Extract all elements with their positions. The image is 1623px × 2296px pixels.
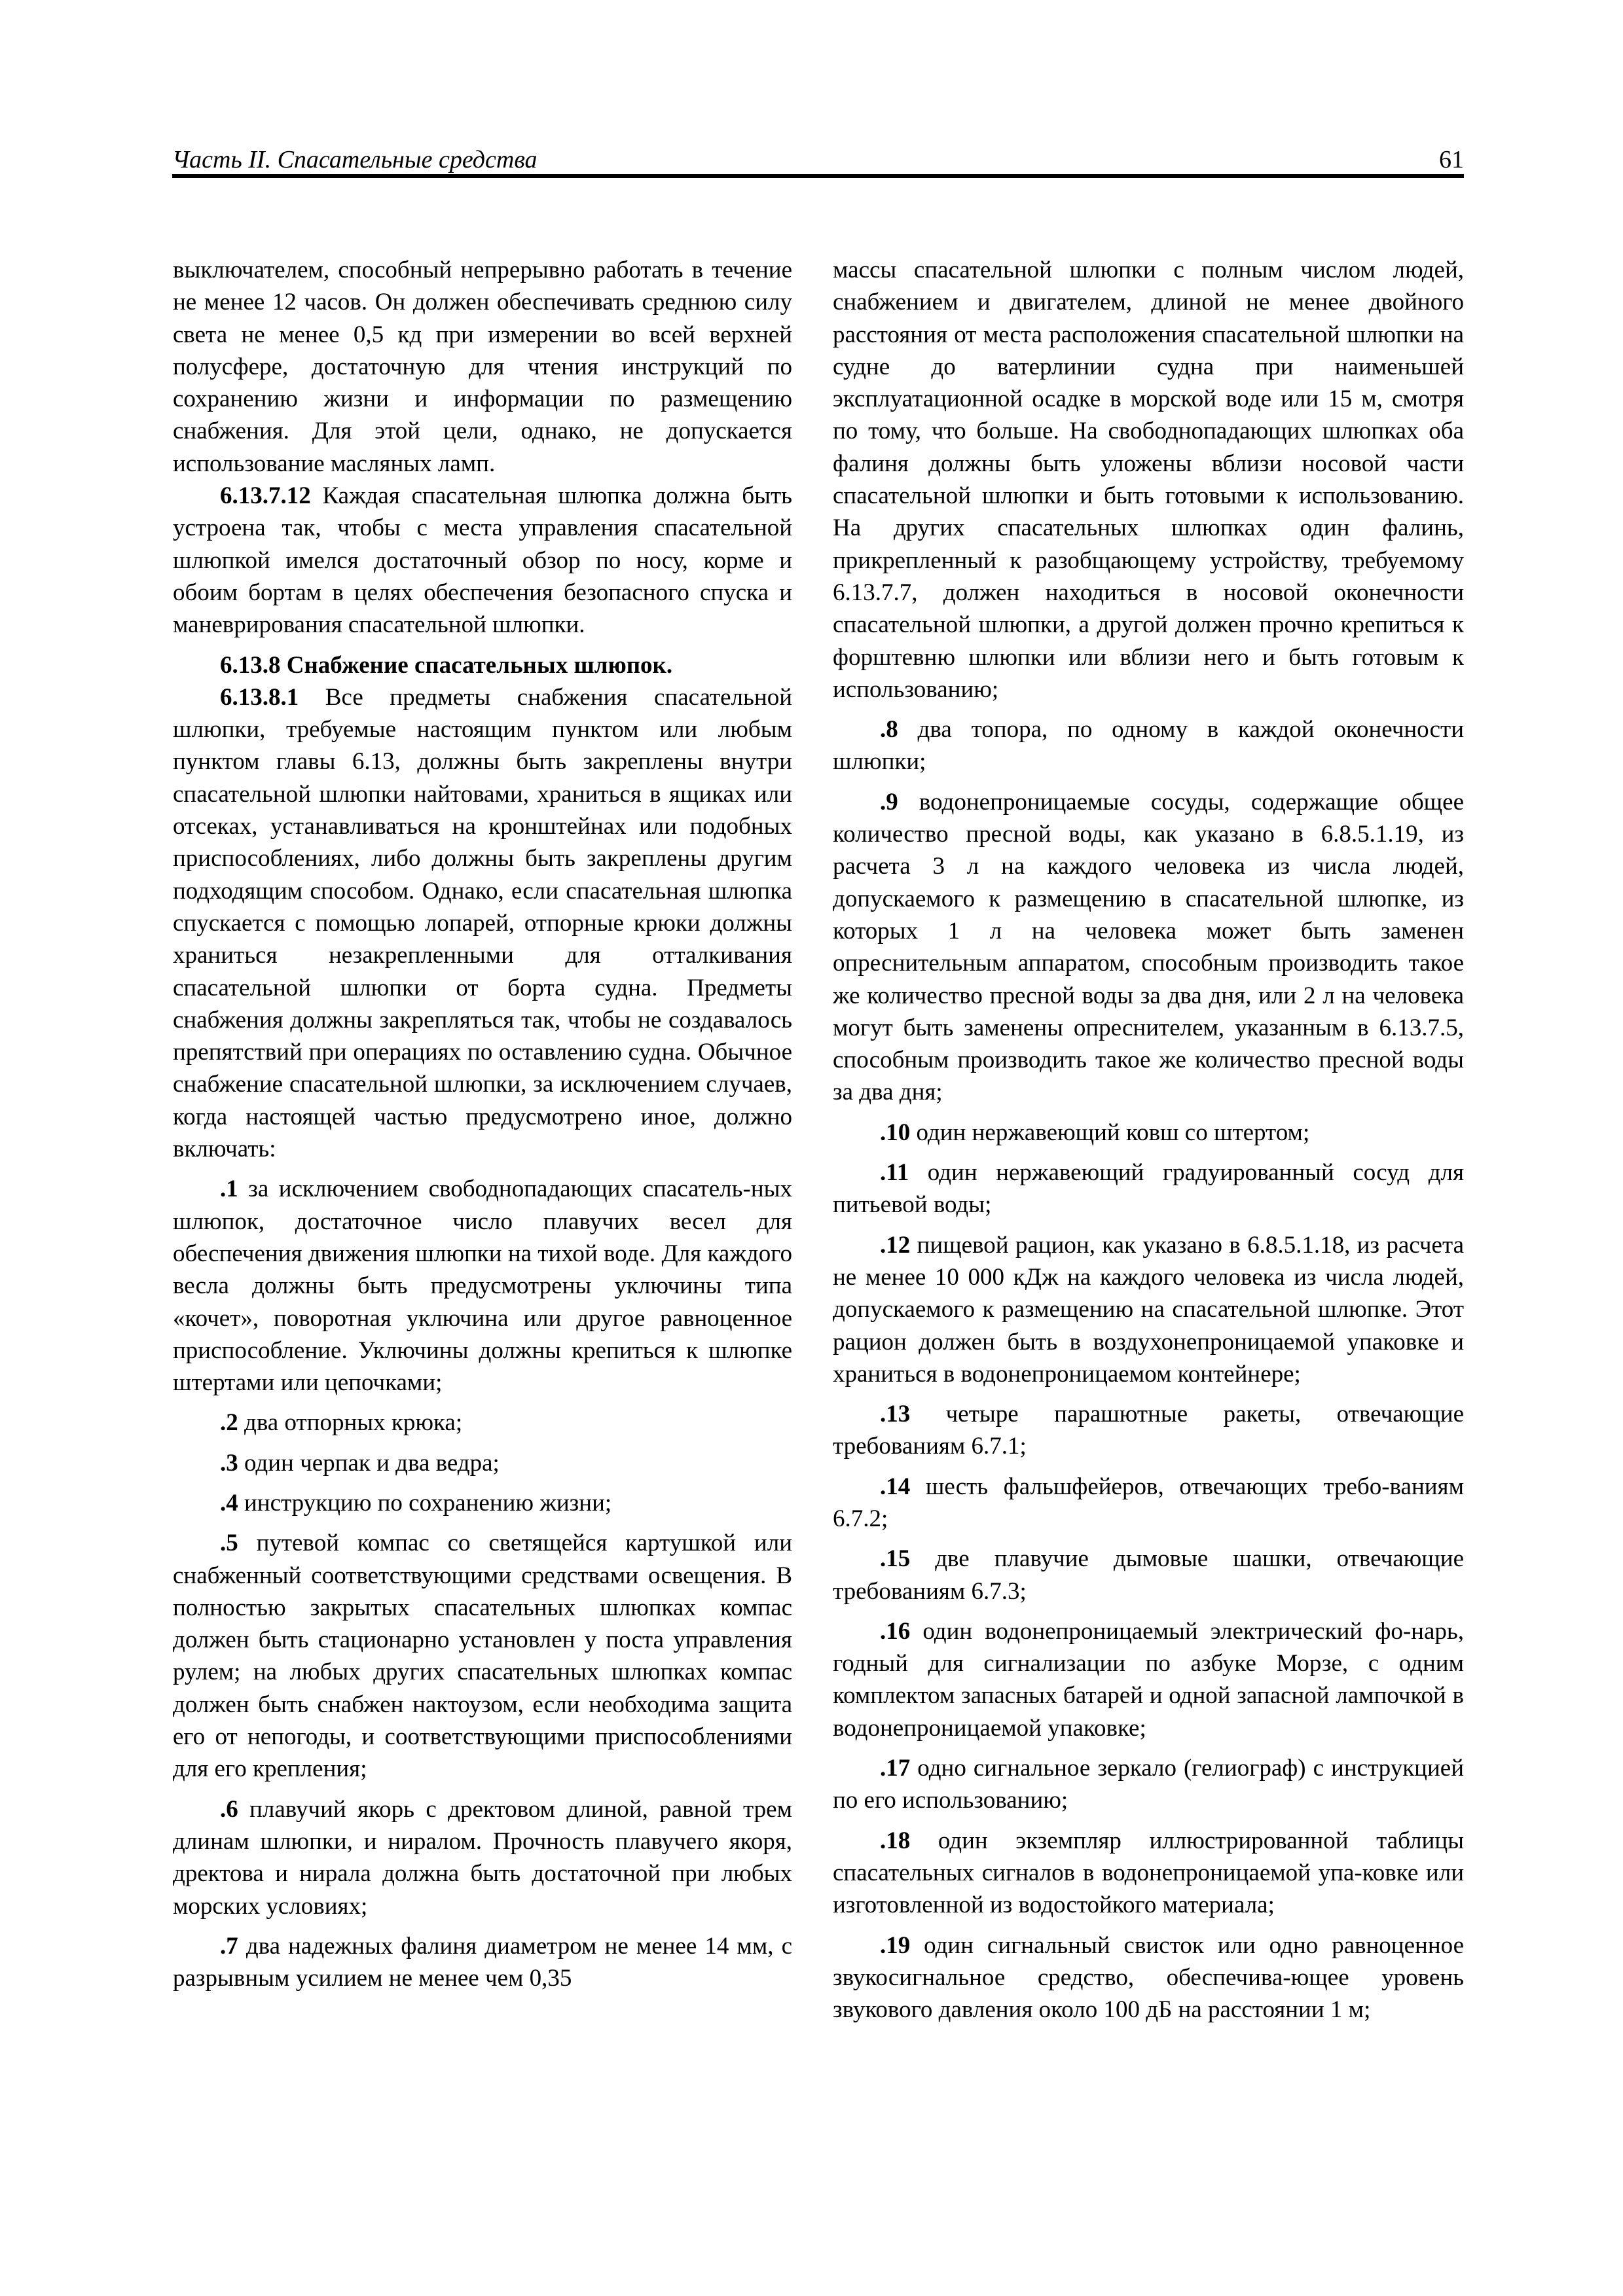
list-item: .8 два топора, по одному в каждой оконечности шлюпки; xyxy=(833,716,1464,776)
clause-number: 6.13.7.12 xyxy=(220,482,311,510)
clause-text: Все предметы снабжения спасательной шлюпки, требуемые настоящим пунктом или любым пунктом главы 6.13, должны быть закреплены внутри спасательной шлюпки найтовами, храниться в ящиках или отсеках, устанавливаться на кронштейнах или подобных приспособлениях, либо должны быть закреплены другим подходящим способом. Однако, если спасательная шлюпка спускается с помощью лопарей, отпорные крюки должны храниться незакрепленными для отталкивания спасательной шлюпки от борта судна. Предметы снабжения должны закрепляться так, чтобы не создавалось препятствий при операциях по оставлению судна. Обычное снабжение спасательной шлюпки, за исключением случаев, когда настоящей частью предусмотрено иное, должно включать: xyxy=(173,683,792,1163)
list-item: .19 один сигнальный свисток или одно равноценное звукосигнальное средство, обеспечива-ющее уровень звукового давления около 100 дБ на расстоянии 1 м; xyxy=(833,1931,1464,2024)
list-item: .4 инструкцию по сохранению жизни; xyxy=(220,1489,612,1516)
list-item: .12 пищевой рацион, как указано в 6.8.5.1.18, из расчета не менее 10 000 кДж на каждого человека из числа людей, допускаемого к размещению на спасательной шлюпке. Этот рацион должен быть в воздухонепроницаемой упаковке и храниться в водонепроницаемом контейнере; xyxy=(833,1231,1464,1388)
section-heading: 6.13.8 Снабжение спасательных шлюпок. xyxy=(220,651,673,679)
running-header xyxy=(172,139,1464,178)
right-column xyxy=(833,254,1464,2026)
paragraph: массы спасательной шлюпки с полным числом людей, снабжением и двигателем, длиной не менее двойного расстояния от места расположения спасательной шлюпки на судне до ватерлинии судна при наименьшей эксплуатационной осадке в морской воде или 15 м, смотря по тому, что больше. На свободнопадающих шлюпках оба фалиня должны быть уложены вблизи носовой части спасательной шлюпки и быть готовыми к использованию. На других спасательных шлюпках один фалинь, прикрепленный к разобщающему устройству, требуемому 6.13.7.7, должен находиться в носовой оконечности спасательной шлюпки, а другой должен прочно крепиться к форштевню шлюпки или вблизи него и быть готовым к использованию; xyxy=(833,257,1464,703)
list-item: .13 четыре парашютные ракеты, отвечающие требованиям 6.7.1; xyxy=(833,1401,1464,1460)
list-item: .5 путевой компас со светящейся картушкой или снабженный соответствующими средствами освещения. В полностью закрытых спасательных шлюпках компас должен быть стационарно установлен у поста управления рулем; на любых других спасательных шлюпках компас должен быть снабжен нактоузом, если необходима защита его от непогоды, и соответствующими приспособлениями для его крепления; xyxy=(173,1530,792,1783)
list-item: .1 за исключением свободнопадающих спасатель-ных шлюпок, достаточное число плавучих весел для обеспечения движения шлюпки на тихой воде. Для каждого весла должны быть предусмотрены уключины типа «кочет», поворотная уключина или другое равноценное приспособление. Уключины должны крепиться к шлюпке штертами или цепочками; xyxy=(173,1175,792,1397)
page-number: 61 xyxy=(1439,146,1464,173)
paragraph xyxy=(173,480,792,641)
list-item: .17 одно сигнальное зеркало (гелиограф) с инструкцией по его использованию; xyxy=(833,1755,1464,1814)
clause-number: 6.13.8.1 xyxy=(220,683,299,711)
list-item: .18 один экземпляр иллюстрированной таблицы спасательных сигналов в водонепроницаемой упа-ковке или изготовленной из водостойкого материала; xyxy=(833,1827,1464,1919)
paragraph: выключателем, способный непрерывно работать в течение не менее 12 часов. Он должен обеспечивать среднюю силу света не менее 0,5 кд при измерении во всей верхней полусфере, достаточную для чтения инструкций по сохранению жизни и информации по размещению снабжения. Для этой цели, однако, не допускается использование масляных ламп. xyxy=(173,257,792,477)
list-item: .11 один нержавеющий градуированный сосуд для питьевой воды; xyxy=(833,1159,1464,1219)
list-item: .7 два надежных фалиня диаметром не менее 14 мм, с разрывным усилием не менее чем 0,35 xyxy=(173,1932,792,1992)
list-item: .14 шесть фальшфейеров, отвечающих требо-ваниям 6.7.2; xyxy=(833,1473,1464,1532)
left-column xyxy=(173,254,792,1994)
list-item: .10 один нержавеющий ковш со штертом; xyxy=(880,1119,1310,1146)
paragraph xyxy=(173,681,792,1165)
list-item: .9 водонепроницаемые сосуды, содержащие общее количество пресной воды, как указано в 6.8.5.1.19, из расчета 3 л на каждого человека из числа людей, допускаемого к размещению в спасательной шлюпке, из которых 1 л на человека может быть заменен опреснительным аппаратом, способным производить такое же количество пресной воды за два дня, или 2 л на человека могут быть заменены опреснителем, указанным в 6.13.7.5, способным производить такое же количество пресной воды за два дня; xyxy=(833,788,1464,1106)
clause-text: Каждая спасательная шлюпка должна быть устроена так, чтобы с места управления спасательной шлюпкой имелся достаточный обзор по носу, корме и обоим бортам в целях обеспечения безопасного спуска и маневрирования спасательной шлюпки. xyxy=(173,482,792,639)
list-item: .3 один черпак и два ведра; xyxy=(220,1449,500,1477)
list-item: .15 две плавучие дымовые шашки, отвечающие требованиям 6.7.3; xyxy=(833,1545,1464,1605)
list-item: .6 плавучий якорь с дректовом длиной, равной трем длинам шлюпки, и ниралом. Прочность плавучего якоря, дректова и нирала должна быть достаточной при любых морских условиях; xyxy=(173,1795,792,1920)
header-title: Часть II. Спасательные средства xyxy=(172,146,538,173)
list-item: .2 два отпорных крюка; xyxy=(220,1409,463,1437)
list-item: .16 один водонепроницаемый электрический фо-нарь, годный для сигнализации по азбуке Морзе, с одним комплектом запасных батарей и одной запасной лампочкой в водонепроницаемой упаковке; xyxy=(833,1617,1464,1742)
